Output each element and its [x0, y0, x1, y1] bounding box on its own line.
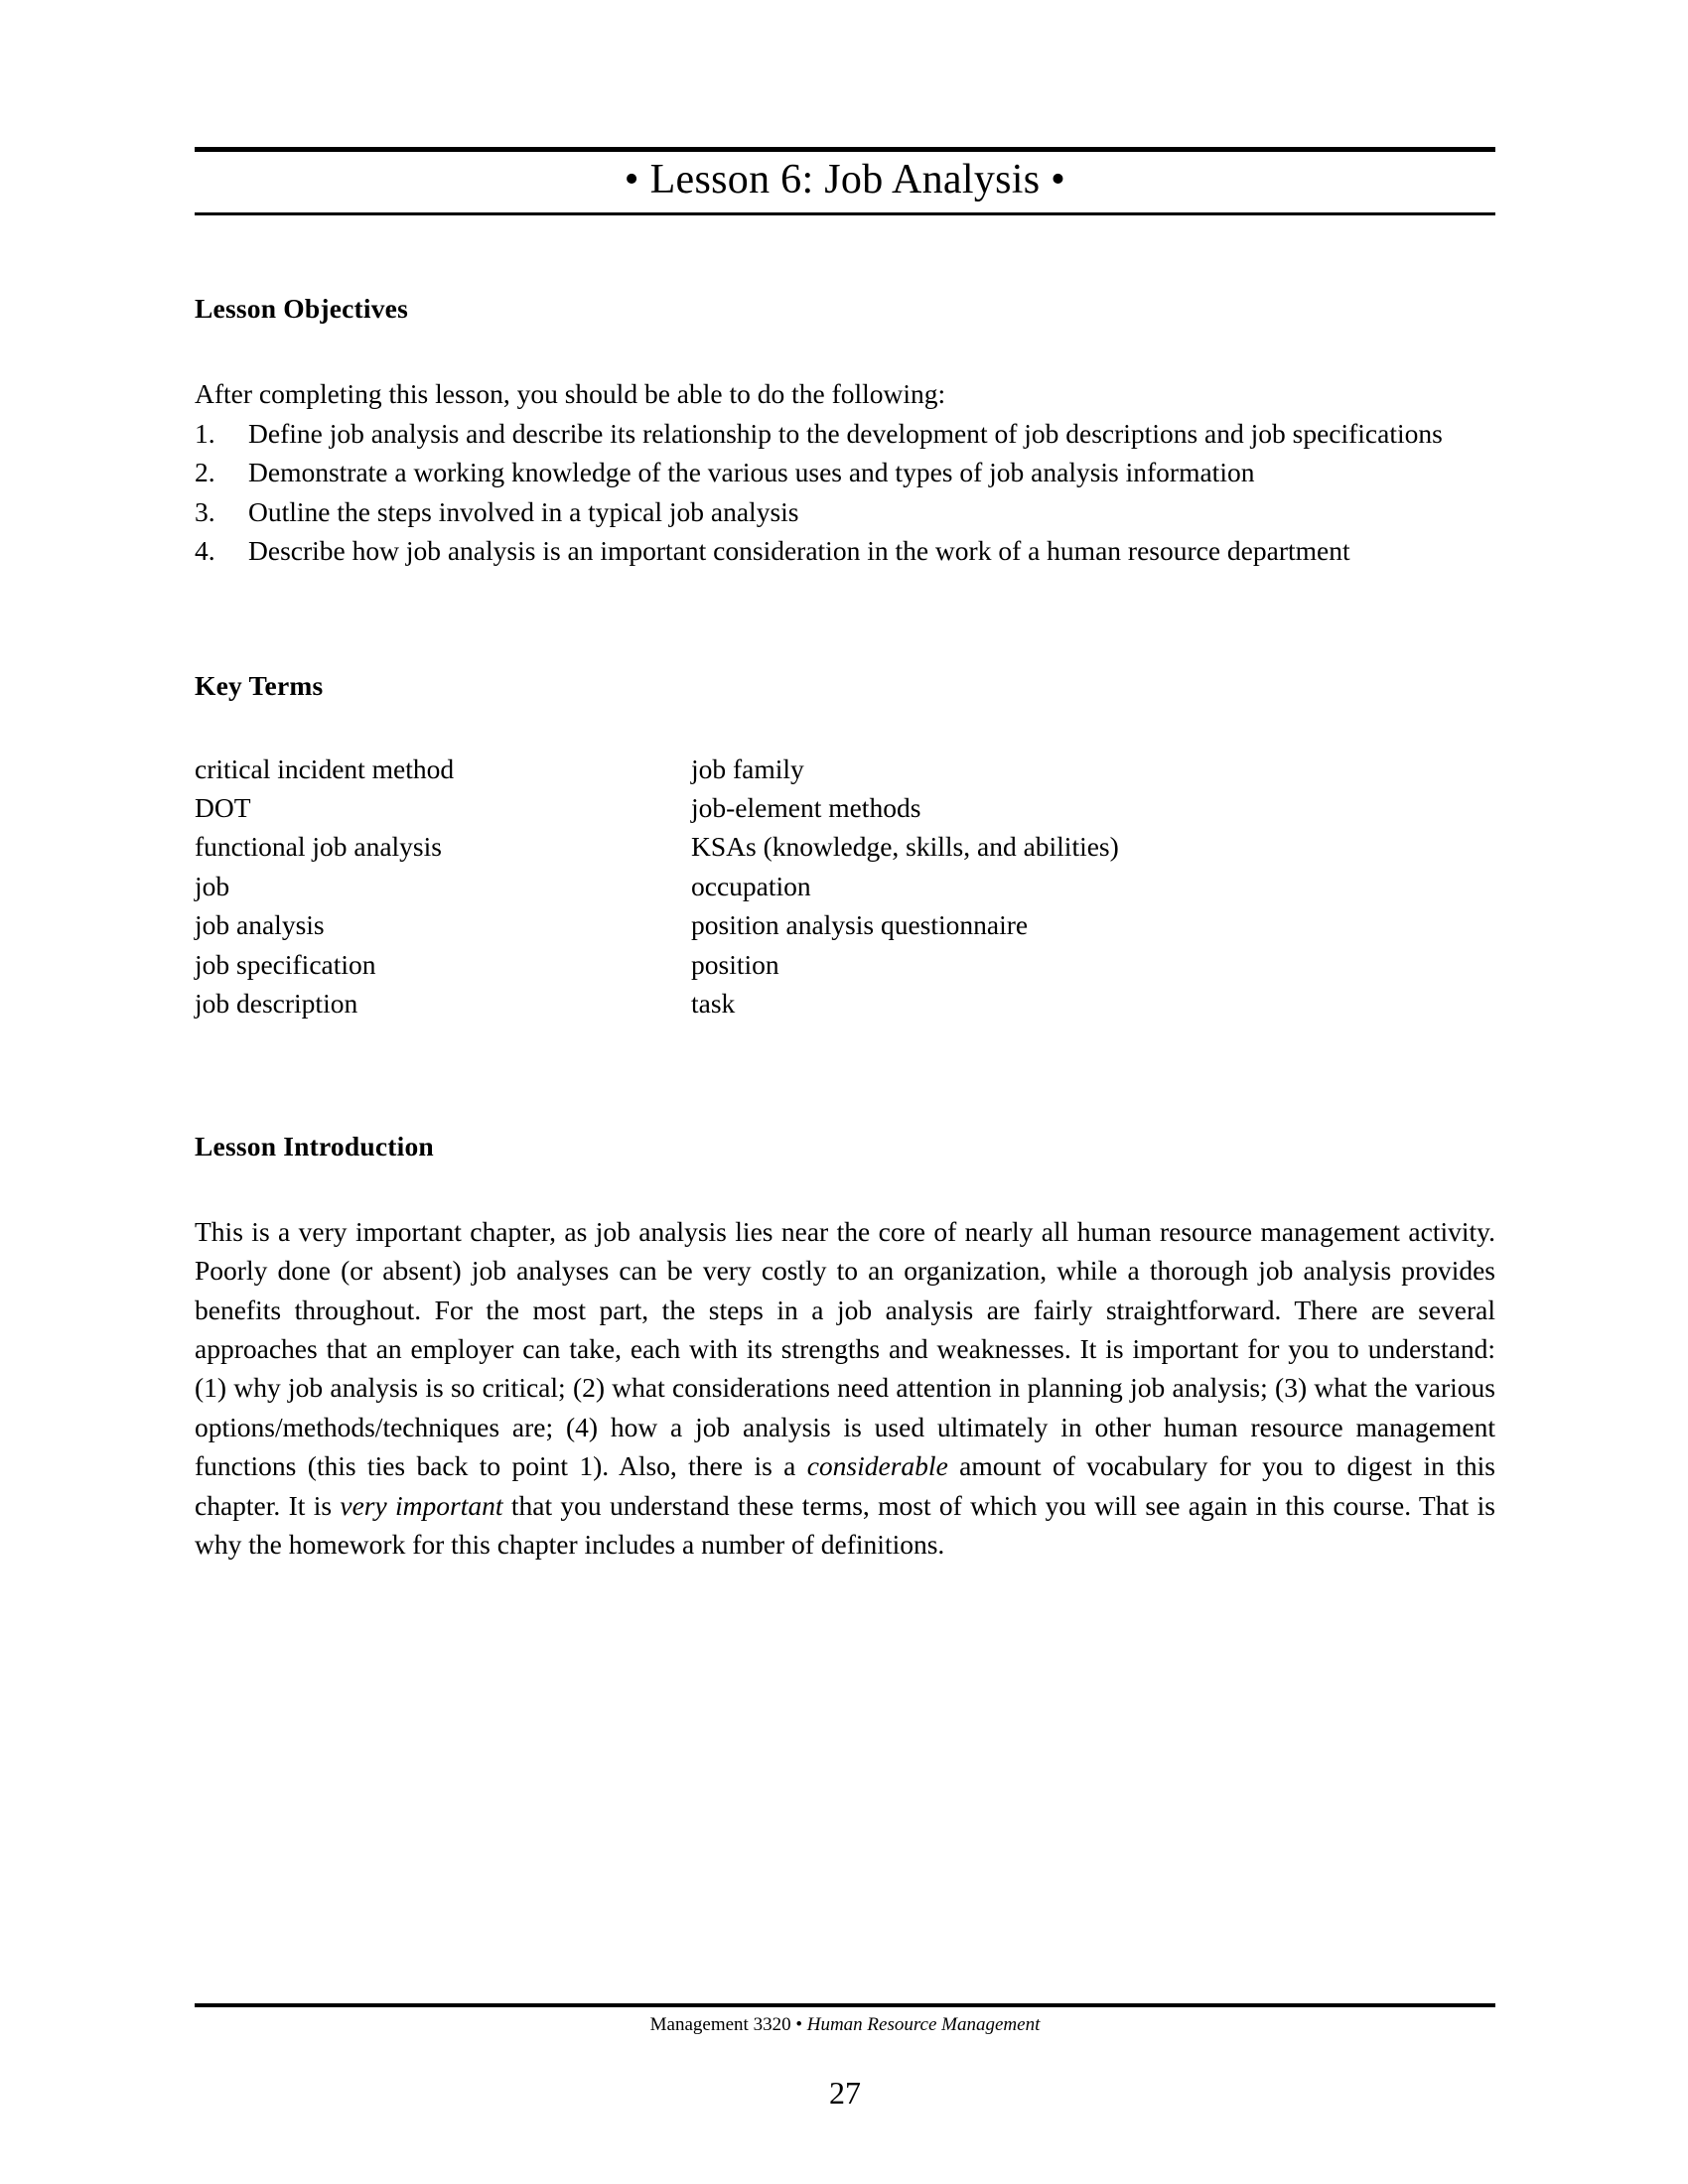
key-term-left: job description: [195, 988, 358, 1020]
key-term-right: KSAs (knowledge, skills, and abilities): [691, 831, 1119, 863]
key-term-left: critical incident method: [195, 752, 455, 784]
list-item-number: 4.: [195, 535, 215, 567]
section-heading-lesson-introduction: Lesson Introduction: [195, 1130, 434, 1161]
objectives-lead-text: After completing this lesson, you should be able to do the following:: [195, 378, 946, 410]
list-item-number: 2.: [195, 457, 215, 488]
title-rule-bottom: [195, 212, 1495, 215]
page-content: [195, 0, 1495, 1591]
footer-course-line: [195, 2013, 1495, 2038]
key-term-right: position: [691, 948, 779, 980]
key-term-right: occupation: [691, 870, 811, 901]
key-term-left: job: [195, 870, 230, 901]
key-terms-row: [195, 867, 1495, 905]
list-item-text: Describe how job analysis is an important consideration in the work of a human resource department: [248, 535, 1350, 567]
list-item-text: Define job analysis and describe its relationship to the development of job descriptions and job specifications: [248, 417, 1443, 449]
introduction-text-part-2: amount of vocabulary for you to digest in this chapter. It is: [195, 1450, 1496, 1521]
section-heading-key-terms: Key Terms: [195, 669, 324, 701]
key-term-left: job analysis: [195, 909, 325, 941]
document-title-block: [195, 147, 1495, 215]
list-item: [195, 453, 1495, 491]
introduction-emphasis-very-important: very important: [340, 1489, 503, 1521]
key-term-right: position analysis questionnaire: [691, 909, 1029, 941]
introduction-paragraph: [195, 1212, 1495, 1565]
introduction-emphasis-considerable: considerable: [806, 1450, 948, 1482]
key-terms-row: [195, 827, 1495, 866]
key-terms-row: [195, 788, 1495, 827]
objectives-list: [195, 414, 1495, 571]
page-footer: [195, 2003, 1495, 2111]
list-item: [195, 414, 1495, 453]
introduction-text-part-3: that you understand these terms, most of which you will see again in this course. That is why the homework for this chapter includes a number of definitions.: [195, 1489, 1495, 1561]
key-term-right: job-element methods: [691, 791, 921, 823]
list-item-number: 3.: [195, 495, 215, 527]
footer-rule: [195, 2003, 1495, 2007]
introduction-text-part-1: This is a very important chapter, as job analysis lies near the core of nearly all human resource management activity. Poorly done (or absent) job analyses can be very costly to an organization, while a thorough job analysis provides benefits throughout. For the most part, the steps in a job analysis are fairly straightforward. There are several approaches that an employer can take, each with its strengths and weaknesses. It is important for you to understand: (1) why job analysis is so critical; (2) what considerations need attention in planning job analysis; (3) what the various options/methods/techniques are; (4) how a job analysis is used ultimately in other human resource management functions (this ties back to point 1). Also, there is a: [195, 1215, 1495, 1482]
list-item-text: Outline the steps involved in a typical job analysis: [248, 495, 799, 527]
page-title: • Lesson 6: Job Analysis •: [624, 157, 1066, 203]
list-item-text: Demonstrate a working knowledge of the various uses and types of job analysis information: [248, 457, 1255, 488]
page-number: 27: [829, 2075, 861, 2111]
key-terms-row: [195, 984, 1495, 1023]
key-term-left: functional job analysis: [195, 831, 442, 863]
section-heading-lesson-objectives: Lesson Objectives: [195, 293, 408, 325]
key-term-right: task: [691, 988, 736, 1020]
list-item-number: 1.: [195, 417, 215, 449]
key-terms-list: [195, 750, 1495, 1024]
key-term-left: job specification: [195, 948, 376, 980]
key-term-left: DOT: [195, 791, 251, 823]
footer-course-title: Human Resource Management: [806, 2014, 1041, 2035]
key-terms-row: [195, 750, 1495, 788]
key-terms-row: [195, 945, 1495, 984]
key-term-right: job family: [691, 752, 804, 784]
footer-course-code: Management 3320 •: [649, 2014, 807, 2035]
key-terms-row: [195, 905, 1495, 944]
list-item: [195, 531, 1495, 570]
list-item: [195, 492, 1495, 531]
